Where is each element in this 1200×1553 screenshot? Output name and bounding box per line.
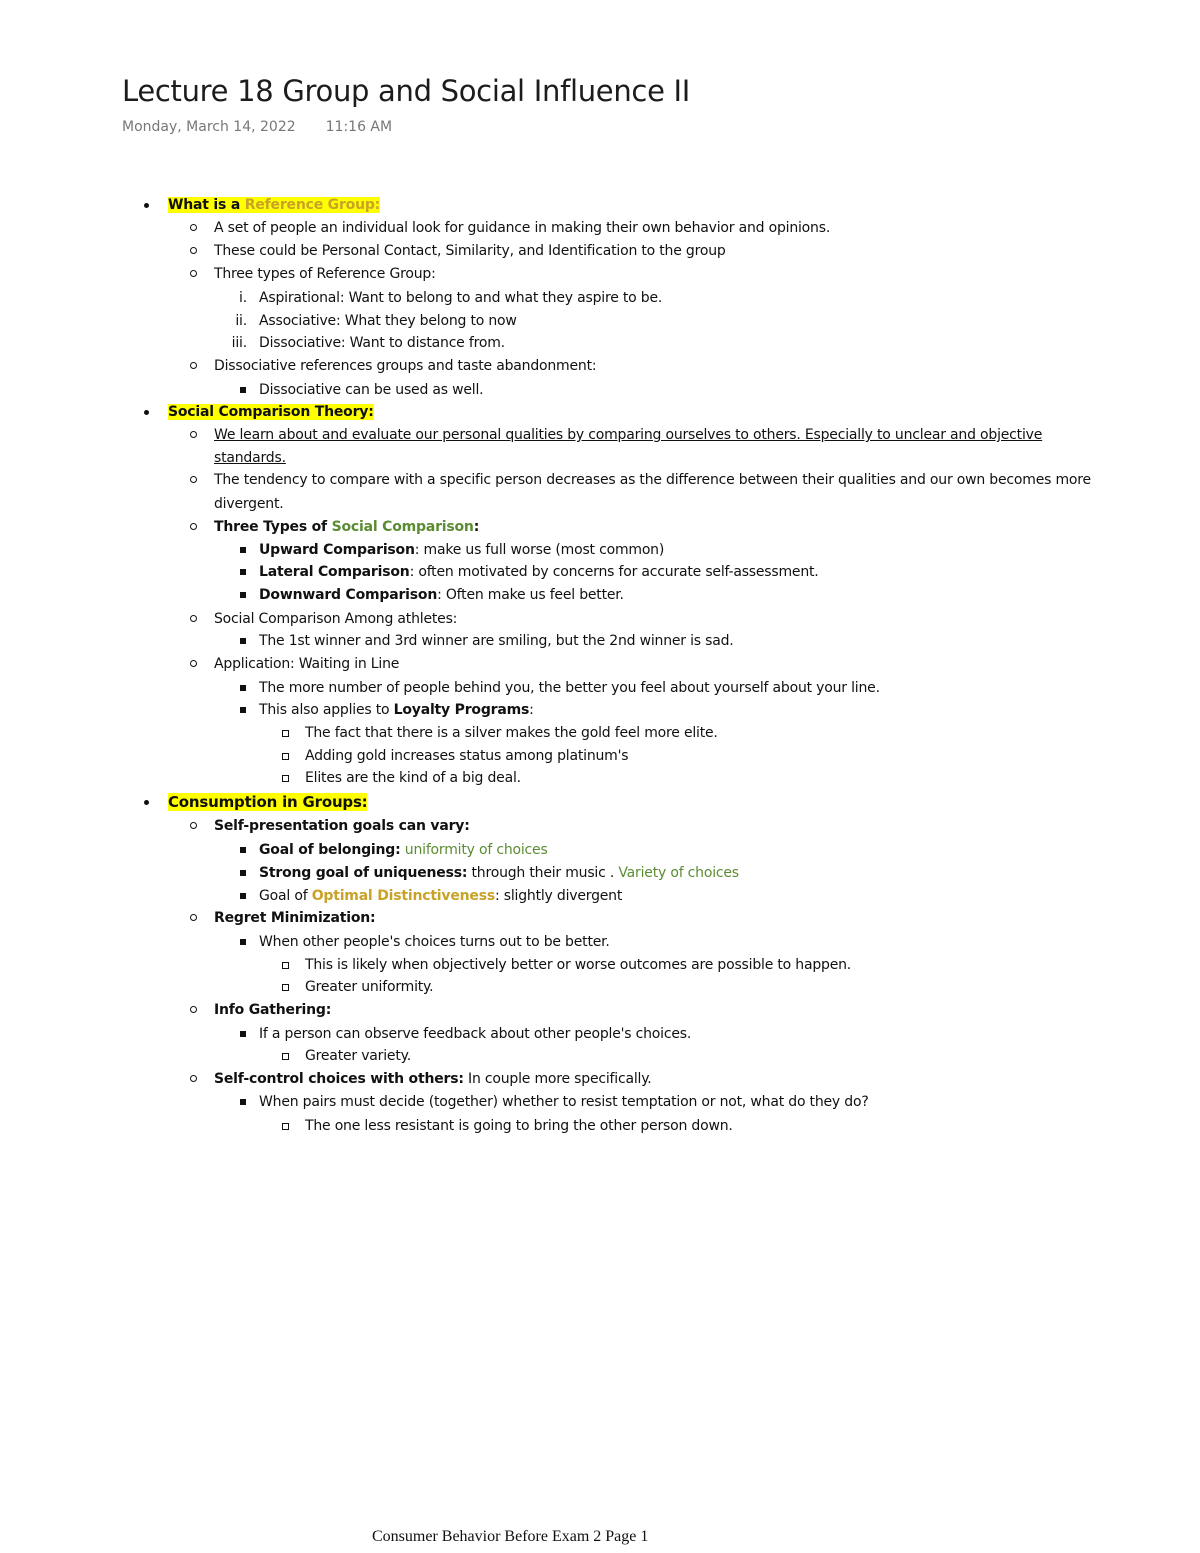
list-item — [259, 678, 880, 698]
item-text: : slightly divergent — [494, 888, 623, 904]
circle-bullet-icon — [190, 1006, 197, 1013]
item-text: standards. — [214, 450, 286, 466]
square-bullet-icon — [240, 939, 246, 945]
circle-bullet-icon — [190, 660, 197, 667]
list-item — [235, 311, 517, 331]
list-item — [214, 609, 457, 629]
item-text: Greater variety. — [305, 1048, 411, 1064]
item-term: Optimal Distinctiveness — [311, 888, 495, 904]
list-item-consumption-heading — [168, 792, 367, 812]
item-text: Associative: What they belong to now — [259, 313, 517, 329]
list-item — [214, 470, 1091, 490]
item-term: Social Comparison — [331, 519, 474, 535]
hollow-square-bullet-icon — [282, 1123, 289, 1130]
item-label: Lateral Comparison — [259, 564, 410, 580]
list-item — [305, 1046, 411, 1066]
list-item-continuation — [214, 494, 284, 514]
circle-bullet-icon — [190, 270, 197, 277]
bullet-icon — [144, 203, 149, 208]
item-text: The 1st winner and 3rd winner are smiling, but the 2nd winner is sad. — [259, 633, 734, 649]
square-bullet-icon — [240, 1031, 246, 1037]
list-item — [259, 932, 610, 952]
list-item — [214, 517, 479, 537]
item-text: In couple more specifically. — [463, 1071, 652, 1087]
square-bullet-icon — [240, 685, 246, 691]
heading-text: Social Comparison Theory: — [168, 404, 374, 420]
list-number: iii. — [231, 335, 247, 351]
square-bullet-icon — [240, 638, 246, 644]
item-text: Dissociative references groups and taste abandonment: — [214, 358, 597, 374]
list-item — [305, 955, 851, 975]
list-item — [214, 816, 470, 836]
item-text: Aspirational: Want to belong to and what they aspire to be. — [259, 290, 663, 306]
note-time: 11:16 AM — [325, 119, 393, 135]
circle-bullet-icon — [190, 362, 197, 369]
item-text: : — [529, 702, 534, 718]
list-item — [214, 1069, 652, 1089]
item-text: through their music . — [467, 865, 619, 881]
item-text: Three Types of — [214, 519, 332, 535]
list-item — [305, 723, 718, 743]
item-text: : make us full worse (most common) — [414, 542, 665, 558]
circle-bullet-icon — [190, 224, 197, 231]
square-bullet-icon — [240, 387, 246, 393]
square-bullet-icon — [240, 1099, 246, 1105]
hollow-square-bullet-icon — [282, 730, 289, 737]
list-item — [305, 1116, 733, 1136]
list-item — [259, 863, 739, 883]
list-item — [214, 425, 1042, 445]
list-number: ii. — [235, 313, 247, 329]
list-item — [214, 218, 830, 238]
list-item — [259, 540, 664, 560]
square-bullet-icon — [240, 592, 246, 598]
square-bullet-icon — [240, 893, 246, 899]
item-text: The tendency to compare with a specific person decreases as the difference between their qualities and our own becomes more — [214, 472, 1091, 488]
item-text: Application: Waiting in Line — [214, 656, 400, 672]
list-item — [214, 264, 436, 284]
list-item — [259, 562, 819, 582]
circle-bullet-icon — [190, 914, 197, 921]
list-item — [259, 380, 483, 400]
square-bullet-icon — [240, 870, 246, 876]
item-text: Social Comparison Among athletes: — [214, 611, 458, 627]
item-text: This is likely when objectively better or worse outcomes are possible to happen. — [305, 957, 852, 973]
circle-bullet-icon — [190, 822, 197, 829]
square-bullet-icon — [240, 707, 246, 713]
item-text: This also applies to — [259, 702, 394, 718]
list-item — [259, 1092, 869, 1112]
list-item — [305, 746, 628, 766]
note-date: Monday, March 14, 2022 — [122, 119, 296, 135]
list-item-comparison-heading — [168, 402, 374, 422]
circle-bullet-icon — [190, 247, 197, 254]
bullet-icon — [144, 800, 149, 805]
item-text: : Often make us feel better. — [437, 587, 624, 603]
item-text: : — [473, 519, 480, 535]
hollow-square-bullet-icon — [282, 962, 289, 969]
item-text: divergent. — [214, 496, 284, 512]
list-item — [305, 977, 433, 997]
circle-bullet-icon — [190, 615, 197, 622]
item-text: The more number of people behind you, the better you feel about yourself about your line. — [259, 680, 880, 696]
list-item — [214, 908, 375, 928]
item-text: Goal of — [259, 888, 312, 904]
note-timestamp — [122, 119, 392, 135]
page-title: Lecture 18 Group and Social Influence II — [122, 74, 691, 108]
page-footer: Consumer Behavior Before Exam 2 Page 1 — [372, 1528, 649, 1545]
item-label: Strong goal of uniqueness: — [259, 865, 468, 881]
circle-bullet-icon — [190, 1075, 197, 1082]
list-item — [259, 840, 548, 860]
list-item — [231, 333, 505, 353]
hollow-square-bullet-icon — [282, 753, 289, 760]
list-item — [214, 654, 399, 674]
item-term: uniformity of choices — [404, 842, 548, 858]
list-item — [259, 700, 534, 720]
list-item — [259, 585, 624, 605]
item-text: Three types of Reference Group: — [214, 266, 436, 282]
list-item — [239, 288, 663, 308]
item-text: Elites are the kind of a big deal. — [305, 770, 521, 786]
list-item-continuation — [214, 448, 286, 468]
item-text: The fact that there is a silver makes the gold feel more elite. — [305, 725, 718, 741]
item-text: These could be Personal Contact, Similarity, and Identification to the group — [214, 243, 726, 259]
list-item-reference-heading — [168, 195, 380, 215]
item-label: Self-control choices with others: — [214, 1071, 464, 1087]
square-bullet-icon — [240, 569, 246, 575]
list-item — [214, 1000, 331, 1020]
circle-bullet-icon — [190, 523, 197, 530]
item-text: We learn about and evaluate our personal qualities by comparing ourselves to others. Especially to unclear and objective — [214, 427, 1043, 443]
item-label: Goal of belonging: — [259, 842, 401, 858]
item-text: Greater uniformity. — [305, 979, 434, 995]
square-bullet-icon — [240, 547, 246, 553]
item-label: Downward Comparison — [259, 587, 438, 603]
list-item — [305, 768, 521, 788]
item-term: Variety of choices — [618, 865, 739, 881]
heading-prefix: What is a — [168, 197, 245, 213]
item-text: Regret Minimization: — [214, 910, 376, 926]
item-text: Self-presentation goals can vary: — [214, 818, 470, 834]
item-text: When pairs must decide (together) whether to resist temptation or not, what do they do? — [259, 1094, 869, 1110]
item-text: : often motivated by concerns for accurate self-assessment. — [409, 564, 819, 580]
heading-text: Consumption in Groups: — [168, 793, 368, 811]
item-label: Upward Comparison — [259, 542, 415, 558]
hollow-square-bullet-icon — [282, 775, 289, 782]
list-number: i. — [239, 290, 247, 306]
item-text: Dissociative: Want to distance from. — [259, 335, 505, 351]
hollow-square-bullet-icon — [282, 984, 289, 991]
heading-term: Reference Group: — [244, 197, 381, 213]
item-term: Loyalty Programs — [393, 702, 530, 718]
hollow-square-bullet-icon — [282, 1053, 289, 1060]
list-item — [259, 631, 734, 651]
bullet-icon — [144, 410, 149, 415]
item-text: Info Gathering: — [214, 1002, 332, 1018]
item-text: Dissociative can be used as well. — [259, 382, 484, 398]
list-item — [214, 356, 596, 376]
circle-bullet-icon — [190, 431, 197, 438]
square-bullet-icon — [240, 847, 246, 853]
circle-bullet-icon — [190, 476, 197, 483]
item-text: The one less resistant is going to bring the other person down. — [305, 1118, 733, 1134]
item-text: Adding gold increases status among platinum's — [305, 748, 629, 764]
item-text: A set of people an individual look for guidance in making their own behavior and opinions. — [214, 220, 831, 236]
list-item — [259, 886, 622, 906]
list-item — [214, 241, 726, 261]
item-text: When other people's choices turns out to be better. — [259, 934, 610, 950]
item-text: If a person can observe feedback about other people's choices. — [259, 1026, 692, 1042]
list-item — [259, 1024, 691, 1044]
